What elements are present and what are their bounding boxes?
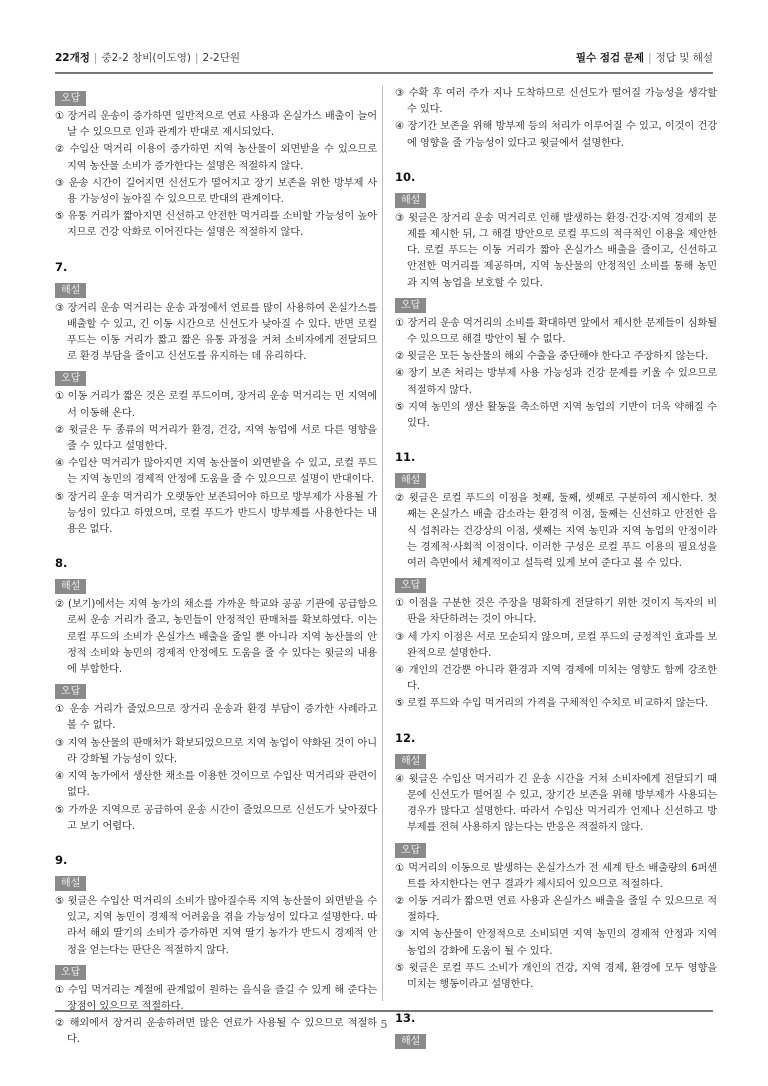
answer-item: ④ 장기간 보존을 위해 방부제 등의 처리가 이루어질 수 있고, 이것이 건강에 영향을 줄 가능성이 있다고 윗글에서 설명한다. [395, 121, 717, 149]
question-block [395, 86, 717, 152]
answer-item: ⑤ 장거리 운송 먹거리가 오랫동안 보존되어야 하므로 방부제가 사용될 가능성이 있다고 하였으며, 로컬 푸드가 반드시 방부제를 사용한다는 내용은 없다. [55, 491, 377, 536]
answer-item: ③ 수확 후 여러 주가 지나 도착하므로 신선도가 떨어질 가능성을 생각할 수 있다. [395, 88, 717, 116]
explanation-tag: 해설 [55, 876, 86, 891]
answer-item: ② 수입산 먹거리 이용이 증가하면 지역 농산물이 외면받을 수 있으므로 지역 농산물 소비가 증가한다는 설명은 적절하지 않다. [55, 144, 377, 172]
header-rule [55, 72, 713, 74]
column-divider [382, 86, 383, 1001]
header-course: 중2-2 창비(이도영) [101, 52, 191, 64]
question-block [395, 170, 717, 432]
answer-item: ⑤ 윗글은 수입산 먹거리의 소비가 많아질수록 지역 농산물이 외면받을 수 있고, 지역 농민이 경제적 어려움을 겪을 가능성이 있다고 설명한다. 따라서 해외 딸기의 소비가 증가하면 지역 딸기 농가가 반드시 경제적 안정을 얻는다는 판단은 적절하지 않다. [55, 895, 377, 956]
answer-item: ④ 장기 보존 처리는 방부제 사용 가능성과 건강 문제를 키울 수 있으므로 적절하지 않다. [395, 368, 717, 396]
right-column [395, 86, 717, 1052]
question-number: 8. [55, 556, 68, 571]
left-column [55, 86, 377, 1050]
explanation-tag: 해설 [395, 754, 426, 769]
question-block [395, 450, 717, 712]
header-separator: | [195, 52, 199, 64]
answer-item: ② 이동 거리가 짧으면 연료 사용과 온실가스 배출을 줄일 수 있으므로 적절하다. [395, 895, 717, 924]
answer-item: ① 운송 거리가 줄었으므로 장거리 운송과 환경 부담이 증가한 사례라고 볼 수 없다. [55, 704, 377, 732]
question-number: 9. [55, 852, 68, 867]
answer-item: ⑤ 로컬 푸드와 수입 먹거리의 가격을 구체적인 수치로 비교하지 않는다. [395, 698, 709, 710]
page-header [55, 50, 713, 70]
page-number: 5 [380, 1018, 388, 1031]
footer-rule [55, 1010, 713, 1012]
explanation-tag: 해설 [55, 283, 86, 298]
wrong-answer-tag: 오답 [55, 684, 86, 699]
answer-item: ① 이동 거리가 짧은 것은 로컬 푸드이며, 장거리 운송 먹거리는 먼 지역에서 이동해 온다. [55, 391, 377, 419]
explanation-tag: 해설 [55, 579, 86, 594]
question-number: 12. [395, 730, 416, 745]
answer-item: ④ 지역 농가에서 생산한 채소를 이용한 것이므로 수입산 먹거리와 관련이 없다. [55, 771, 377, 799]
answer-item: ④ 개인의 건강뿐 아니라 환경과 지역 경제에 미치는 영향도 함께 강조한다. [395, 665, 717, 693]
question-number: 13. [395, 1011, 416, 1026]
wrong-answer-tag: 오답 [395, 298, 426, 313]
answer-item: ⑤ 가까운 지역으로 공급하여 운송 시간이 줄었으므로 신선도가 낮아졌다고 보기 어렵다. [55, 804, 377, 832]
question-block [395, 731, 717, 993]
header-answer-label: 정답 및 해설 [655, 52, 713, 64]
wrong-answer-tag: 오답 [55, 965, 86, 980]
answer-item: ② 윗글은 두 종류의 먹거리가 환경, 건강, 지역 농업에 서로 다른 영향을 줄 수 있다고 설명한다. [55, 424, 377, 453]
question-number: 11. [395, 450, 416, 465]
answer-item: ⑤ 윗글은 로컬 푸드 소비가 개인의 건강, 지역 경제, 환경에 모두 영향을 미치는 행동이라고 설명한다. [395, 962, 717, 990]
answer-item: ⑤ 유통 거리가 짧아지면 신선하고 안전한 먹거리를 소비할 가능성이 높아지므로 건강 악화로 이어진다는 설명은 적절하지 않다. [55, 211, 377, 239]
answer-item: ③ 윗글은 장거리 운송 먹거리로 인해 발생하는 환경·건강·지역 경제의 문제를 제시한 뒤, 그 해결 방안으로 로컬 푸드의 적극적인 이용을 제안한다. 로컬 푸드는 이동 거리가 짧아 온실가스 배출을 줄이고, 신선하고 안전한 먹거리를 제공하며, 지역 농산물의 안정적인 소비를 통해 농민과 지역 농업을 보호할 수 있다. [395, 212, 717, 289]
answer-item: ② 윗글은 로컬 푸드의 이점을 첫째, 둘째, 셋째로 구분하여 제시한다. 첫째는 온실가스 배출 감소라는 환경적 이점, 둘째는 신선하고 안전한 음식 섭취라는 건강상의 이점, 셋째는 지역 농민과 지역 농업의 안정이라는 경제적·사회적 이점이다. 이러한 구성은 로컬 푸드 이용의 필요성을 여러 측면에서 체계적이고 설득력 있게 보여 준다고 볼 수 있다. [395, 493, 717, 570]
answer-item: ① 수입 먹거리는 계절에 관계없이 원하는 음식을 즐길 수 있게 해 준다는 장점이 있으므로 적절하다. [55, 984, 377, 1012]
question-number: 10. [395, 169, 416, 184]
explanation-tag: 해설 [395, 473, 426, 488]
wrong-answer-tag: 오답 [55, 91, 86, 106]
header-left [55, 50, 240, 65]
header-right [576, 50, 713, 65]
header-edition: 22개정 [55, 52, 90, 64]
explanation-tag: 해설 [395, 1034, 426, 1049]
question-number: 7. [55, 259, 68, 274]
header-unit: 2-2단원 [202, 52, 240, 64]
answer-item: ① 장거리 운송 먹거리의 소비를 확대하면 앞에서 제시한 문제들이 심화될 수 있으므로 해결 방안이 될 수 없다. [395, 317, 717, 346]
answer-item: ⑤ 지역 농민의 생산 활동을 축소하면 지역 농업의 기반이 더욱 약해질 수 있다. [395, 401, 717, 430]
wrong-answer-tag: 오답 [395, 578, 426, 593]
answer-item: ④ 윗글은 수입산 먹거리가 긴 운송 시간을 거쳐 소비자에게 전달되기 때문에 신선도가 떨어질 수 있고, 장기간 보존을 위해 방부제가 사용되는 경우가 많다고 설명한다. 따라서 수입산 먹거리가 언제나 신선하고 방부제를 전혀 사용하지 않는다는 반응은 적절하지 않다. [395, 773, 717, 834]
answer-item: ① 장거리 운송이 증가하면 일반적으로 연료 사용과 온실가스 배출이 늘어날 수 있으므로 인과 관계가 반대로 제시되었다. [55, 111, 377, 139]
explanation-tag: 해설 [395, 193, 426, 208]
answer-item: ① 이점을 구분한 것은 주장을 명확하게 전달하기 위한 것이지 독자의 비판을 차단하려는 것이 아니다. [395, 598, 717, 626]
wrong-answer-tag: 오답 [55, 371, 86, 386]
answer-item: ③ 지역 농산물이 안정적으로 소비되면 지역 농민의 경제적 안정과 지역 농업의 강화에 도움이 될 수 있다. [395, 929, 717, 957]
answer-item: ② (보기)에서는 지역 농가의 채소를 가까운 학교와 공공 기관에 공급함으로써 운송 거리가 줄고, 농민들이 안정적인 판매처를 확보하였다. 이는 로컬 푸드의 소비가 온실가스 배출을 줄일 뿐 아니라 지역 농산물의 안정적 소비와 농민의 경제적 안정에도 도움을 줄 수 있다는 윗글의 내용에 부합한다. [55, 599, 377, 676]
question-block [55, 86, 377, 242]
question-block [55, 556, 377, 835]
answer-item: ④ 수입산 먹거리가 많아지면 지역 농산물이 외면받을 수 있고, 로컬 푸드는 지역 농민의 경제적 안정에 도움을 줄 수 있으므로 설명이 반대이다. [55, 458, 377, 486]
wrong-answer-tag: 오답 [395, 843, 426, 858]
header-separator: | [648, 52, 652, 64]
answer-item: ② 해외에서 장거리 운송하려면 많은 연료가 사용될 수 있으므로 적절하다. [55, 1018, 377, 1046]
answer-item: ③ 운송 시간이 길어지면 신선도가 떨어지고 장기 보존을 위한 방부제 사용 가능성이 높아질 수 있으므로 반대의 관계이다. [55, 177, 377, 206]
answer-item: ③ 지역 농산물의 판매처가 확보되었으므로 지역 농업이 약화된 것이 아니라 강화될 가능성이 있다. [55, 737, 377, 765]
answer-item: ① 먹거리의 이동으로 발생하는 온실가스가 전 세계 탄소 배출량의 6퍼센트를 차지한다는 연구 결과가 제시되어 있으므로 적절하다. [395, 862, 717, 890]
answer-item: ③ 세 가지 이점은 서로 모순되지 않으며, 로컬 푸드의 긍정적인 효과를 보완적으로 설명한다. [395, 631, 717, 659]
answer-item: ③ 장거리 운송 먹거리는 운송 과정에서 연료를 많이 사용하여 온실가스를 배출할 수 있고, 긴 이동 시간으로 신선도가 낮아질 수 있다. 반면 로컬 푸드는 이동 거리가 짧고 짧은 유통 과정을 거쳐 소비자에게 전달되므로 환경 부담을 줄이고 신선도를 유지하는 데 유리하다. [55, 302, 377, 363]
header-section-title: 필수 점검 문제 [575, 52, 645, 64]
answer-item: ② 윗글은 모든 농산물의 해외 수출을 중단해야 한다고 주장하지 않는다. [395, 351, 709, 363]
question-block [55, 260, 377, 539]
header-separator: | [93, 52, 98, 64]
